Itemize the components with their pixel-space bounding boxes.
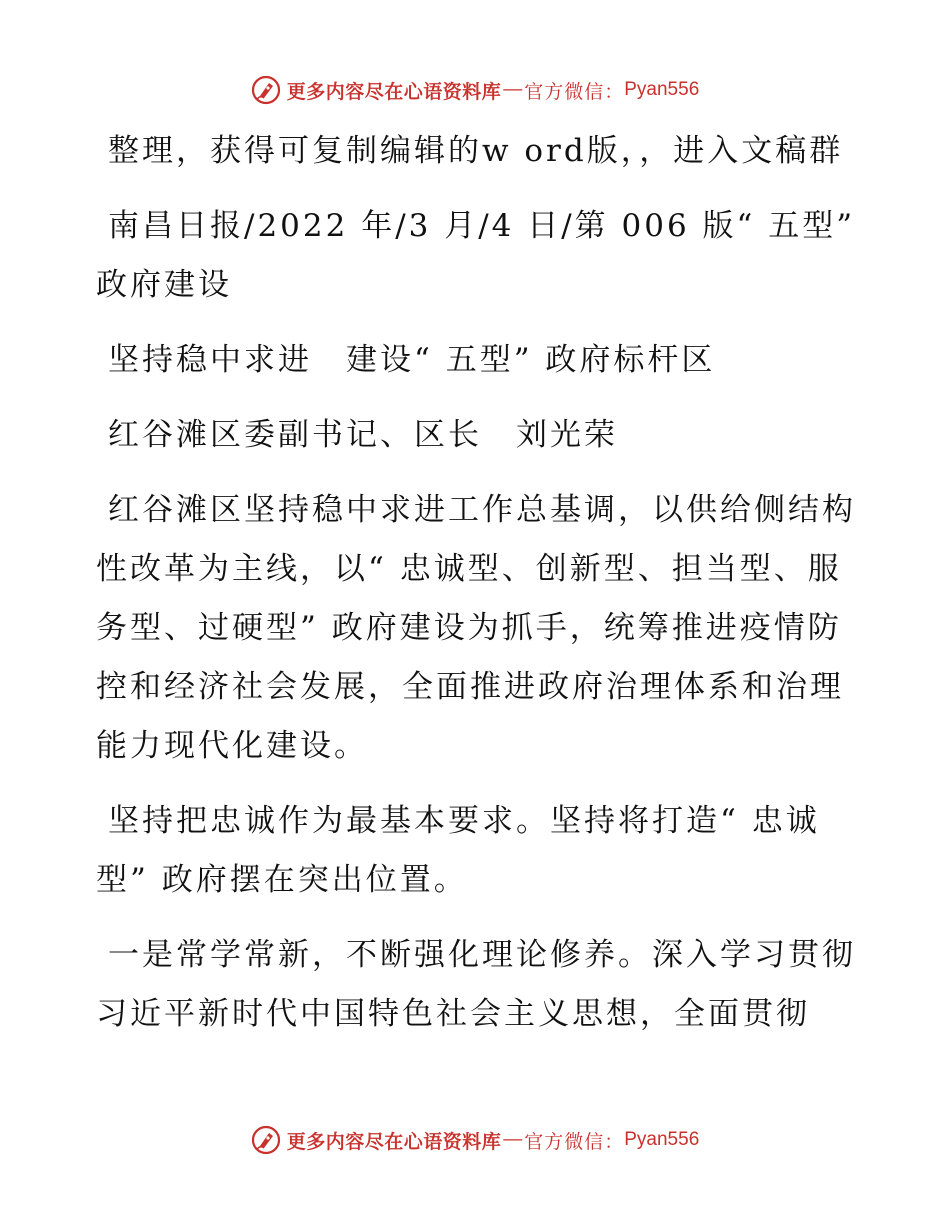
paragraph-body: 一是常学常新，不断强化理论修养。深入学习贯彻习近平新时代中国特色社会主义思想，全面贯彻: [96, 937, 856, 1032]
watermark-brand: 更多内容尽在心语资料库: [286, 80, 502, 103]
article-title: 坚持稳中求进 建设“ 五型” 政府标杆区: [108, 342, 716, 378]
watermark-official-label: 官方微信：: [524, 1130, 625, 1153]
watermark-separator: —: [503, 1129, 523, 1150]
watermark-official-label: 官方微信：: [524, 80, 625, 103]
watermark-brand: 更多内容尽在心语资料库: [286, 1130, 502, 1153]
pen-nib-logo-icon: [251, 75, 281, 105]
header-watermark: [0, 70, 950, 110]
paragraph-body: 红谷滩区坚持稳中求进工作总基调，以供给侧结构性改革为主线，以“ 忠诚型、创新型、担当型、服务型、过硬型” 政府建设为抓手，统筹推进疫情防控和经济社会发展，全面推进政府治理体系和治理能力现代化建设。: [96, 492, 856, 764]
paragraph-body: 坚持把忠诚作为最基本要求。坚持将打造“ 忠诚型” 政府摆在突出位置。: [96, 803, 820, 898]
paragraph-source: 南昌日报/2022 年/3 月/4 日/第 006 版“ 五型” 政府建设: [96, 208, 856, 303]
article-author: 红谷滩区委副书记、区长 刘光荣: [108, 417, 618, 453]
watermark-wechat-id: Pyan556: [624, 1129, 700, 1150]
document-body: [96, 122, 856, 1060]
pen-nib-logo-icon: [251, 1125, 281, 1155]
paragraph-intro: 整理，获得可复制编辑的w ord版，，进入文稿群: [108, 133, 844, 169]
watermark-separator: —: [503, 79, 523, 100]
watermark-wechat-id: Pyan556: [624, 79, 700, 100]
footer-watermark: [0, 1120, 950, 1160]
